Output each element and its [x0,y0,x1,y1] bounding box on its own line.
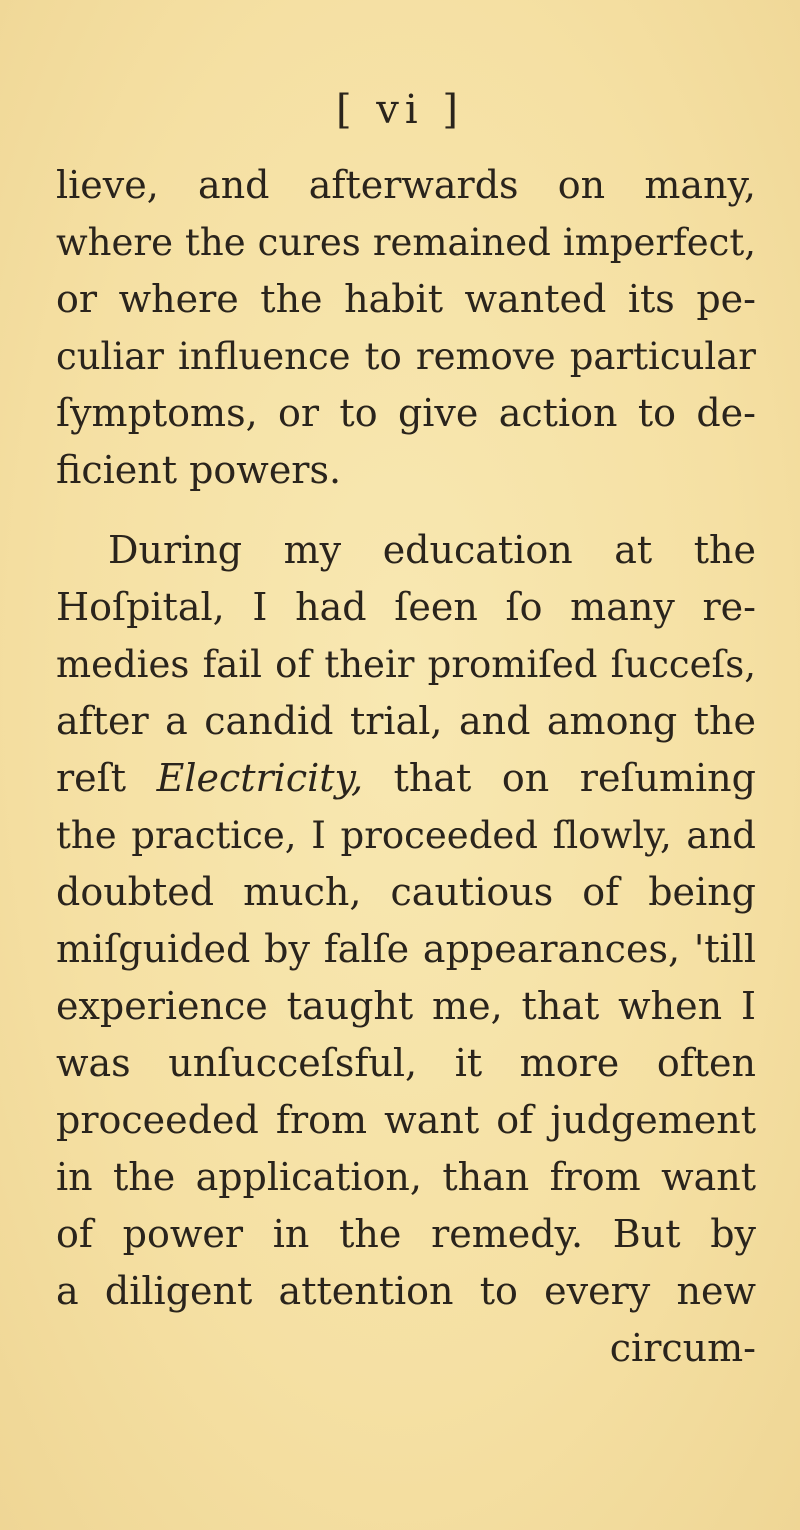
page-number: [ vi ] [335,87,465,133]
text-line: doubted much, cautious of being [56,870,756,914]
text-line: proceeded from want of judgement [56,1098,756,1142]
text-line: ficient powers. [56,448,342,492]
text-line: culiar influence to remove particular [56,335,756,378]
text-line: the practice, I proceeded ſlowly, and [56,814,756,857]
text-line: ſymptoms, or to give action to de- [56,391,756,435]
text-line: where the cures remained imperfect, [56,221,756,264]
paragraph-1 [56,157,756,499]
italic-term: Electricity, [156,756,364,800]
text-fragment: reſt [56,756,126,800]
text-line-mixed [56,750,756,807]
text-line: During my education at the [108,528,756,572]
text-line: in the application, than from want [56,1155,756,1199]
text-line: of power in the remedy. But by [56,1212,756,1256]
text-line: lieve, and afterwards on many, [56,163,756,207]
paragraph-2 [56,522,756,1377]
catchword: circum- [609,1326,756,1370]
text-line: experience taught me, that when I [56,984,756,1028]
text-line: medies fail of their promiſed ſucceſs, [56,643,756,686]
text-line: Hoſpital, I had ſeen ſo many re- [56,585,756,629]
text-line: a diligent attention to every new [56,1269,756,1313]
text-line: after a candid trial, and among the [56,699,756,743]
text-line: or where the habit wanted its pe- [56,277,756,321]
text-line: miſguided by falſe appearances, 'till [56,927,756,971]
text-fragment: that on reſuming [393,756,756,800]
text-line: was unſucceſsful, it more often [56,1041,756,1085]
